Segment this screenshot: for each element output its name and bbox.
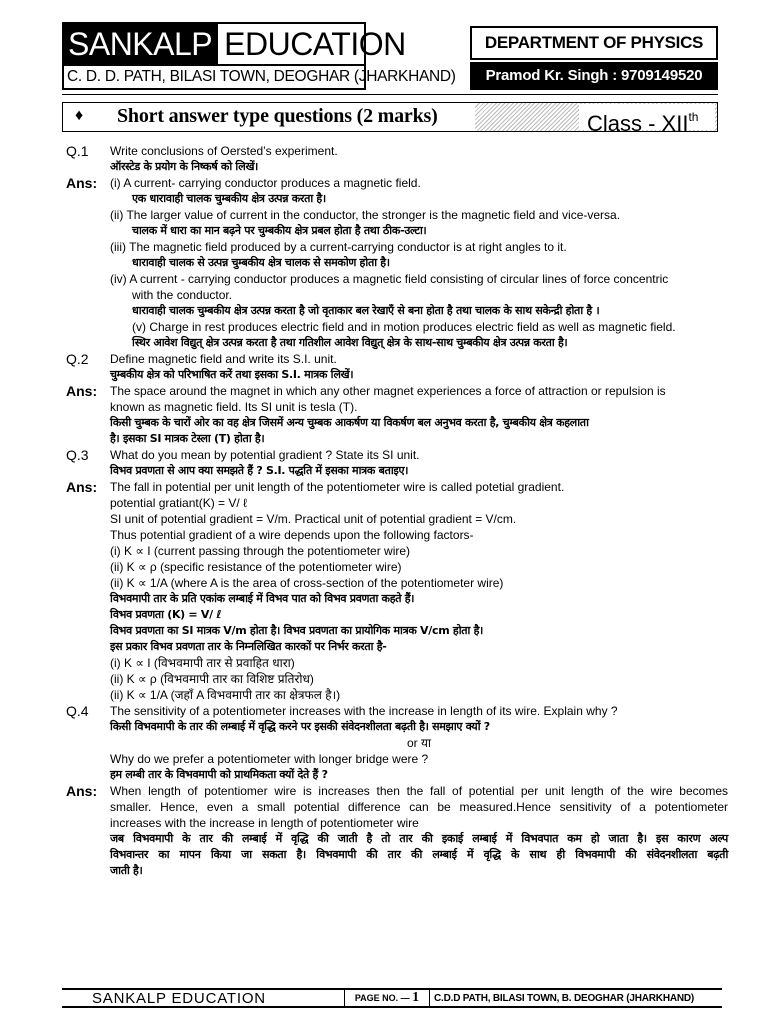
page-footer — [62, 988, 722, 1008]
text-line — [66, 399, 728, 415]
english-text: Why do we prefer a potentiometer with longer bridge were ? — [110, 752, 429, 766]
text-line — [66, 207, 728, 223]
footer-brand: SANKALP EDUCATION — [92, 989, 266, 1007]
institute-address: C. D. D. PATH, BILASI TOWN, DEOGHAR (JHARKHAND) — [62, 66, 366, 90]
english-text: (i) K ∝ I (विभवमापी तार से प्रवाहित धारा) — [110, 656, 295, 670]
english-text: The fall in potential per unit length of the potentiometer wire is called potetial gradient. — [110, 480, 565, 494]
hindi-text: है। इसका SI मात्रक टेस्ला (T) होता है। — [110, 432, 265, 445]
question-line — [66, 703, 728, 719]
text-line — [66, 735, 728, 751]
text-line — [66, 543, 728, 559]
english-text: smaller. Hence, even a small potential difference can be measured.Hence sensitivity of a potentiometer — [110, 800, 728, 814]
department-name: DEPARTMENT OF PHYSICS — [470, 26, 718, 60]
text-line — [66, 767, 728, 783]
brand-dark: SANKALP — [64, 24, 218, 64]
hindi-text: जाती है। — [110, 864, 143, 877]
text-line — [66, 751, 728, 767]
text-line — [66, 239, 728, 255]
hindi-text: धारावाही चालक से उत्पन्न चुम्बकीय क्षेत्र चालक से समकोण होता है। — [132, 256, 390, 269]
text-line — [66, 287, 728, 303]
text-line — [66, 159, 728, 175]
hindi-text: विभव प्रवणता से आप क्या समझते हैं ? S.I. पद्धति में इसका मात्रक बताइए। — [110, 464, 409, 477]
text-line — [66, 847, 728, 863]
hindi-text: ऑरस्टेड के प्रयोग के निष्कर्ष को लिखें। — [110, 160, 259, 173]
text-line — [66, 223, 728, 239]
english-text: (i) A current- carrying conductor produces a magnetic field. — [110, 176, 421, 190]
text-line — [66, 591, 728, 607]
english-text: (ii) K ∝ 1/A (जहाँ A विभवमापी तार का क्षेत्रफल है।) — [110, 688, 341, 702]
english-text: or या — [406, 736, 432, 750]
teacher-contact: Pramod Kr. Singh : 9709149520 — [470, 62, 718, 90]
hindi-text: चुम्बकीय क्षेत्र को परिभाषित करें तथा इसका S.I. मात्रक लिखें। — [110, 368, 354, 381]
text-line — [66, 719, 728, 735]
english-text: (iii) The magnetic field produced by a current-carrying conductor is at right angles to it. — [110, 240, 567, 254]
section-banner — [62, 102, 718, 136]
english-text: Thus potential gradient of a wire depends upon the following factors- — [110, 528, 474, 542]
english-text: (ii) K ∝ ρ (विभवमापी तार का विशिष्ट प्रतिरोध) — [110, 672, 314, 686]
answer-label: Ans: — [66, 783, 98, 799]
text-line — [66, 511, 728, 527]
english-text: SI unit of potential gradient = V/m. Practical unit of potential gradient = V/cm. — [110, 512, 517, 526]
text-line — [66, 319, 728, 335]
text-line — [66, 831, 728, 847]
english-text: known as magnetic field. Its SI unit is tesla (T). — [110, 400, 358, 414]
english-text: potential gratiant(K) = V/ ℓ — [110, 496, 247, 510]
text-line — [66, 527, 728, 543]
footer-address: C.D.D PATH, BILASI TOWN, B. DEOGHAR (JHARKHAND) — [434, 992, 695, 1004]
hindi-text: विभवमापी तार के प्रति एकांक लम्बाई में विभव पात को विभव प्रवणता कहते हैं। — [110, 592, 415, 605]
text-line — [66, 623, 728, 639]
text-line — [66, 367, 728, 383]
english-text: What do you mean by potential gradient ? State its SI unit. — [110, 448, 420, 462]
english-text: (ii) K ∝ 1/A (where A is the area of cross-section of the potentiometer wire) — [110, 576, 504, 590]
text-line — [66, 863, 728, 879]
hindi-text: एक धारावाही चालक चुम्बकीय क्षेत्र उत्पन्न करता है। — [132, 192, 326, 205]
hindi-text: चालक में धारा का मान बढ़ने पर चुम्बकीय क्षेत्र प्रबल होता है तथा ठीक-उल्टा। — [132, 224, 427, 237]
hindi-text: इस प्रकार विभव प्रवणता तार के निम्नलिखित कारकों पर निर्भर करता है- — [110, 640, 387, 653]
text-line — [66, 639, 728, 655]
hindi-text: हम लम्बी तार के विभवमापी को प्राथमिकता क्यों देते हैं ? — [110, 768, 328, 781]
diamond-bullet-icon: ♦ — [75, 107, 84, 124]
answer-line — [66, 783, 728, 799]
section-title: Short answer type questions (2 marks) — [117, 105, 438, 127]
hindi-text: धारावाही चालक चुम्बकीय क्षेत्र उत्पन्न करता है जो वृताकार बल रेखाएँ से बना होता है तथा चालक के साथ सकेन्द्री होता है । — [132, 304, 600, 317]
english-text: (ii) The larger value of current in the conductor, the stronger is the magnetic field and vice-versa. — [110, 208, 621, 222]
text-line — [66, 415, 728, 431]
text-line — [66, 495, 728, 511]
question-line — [66, 447, 728, 463]
english-text: When length of potentiomer wire is increases then the fall of potential per unit length of the wire becomes — [110, 784, 728, 798]
page-number: PAGE NO. — 1 — [344, 990, 430, 1006]
text-line — [66, 799, 728, 815]
department-header — [470, 26, 718, 90]
hindi-text: किसी विभवमापी के तार की लम्बाई में वृद्धि करने पर इसकी संवेदनशीलता बढ़ती है। समझाए क्यों ? — [110, 720, 490, 733]
question-number: Q.1 — [66, 143, 89, 159]
answer-line — [66, 479, 728, 495]
english-text: increases with the increase in length of potentiometer wire — [110, 816, 419, 830]
question-line — [66, 143, 728, 159]
english-text: (iv) A current - carrying conductor produces a magnetic field consisting of circular lines of force concentric — [110, 272, 669, 286]
answer-line — [66, 383, 728, 399]
institute-header — [62, 22, 456, 90]
hindi-text: स्थिर आवेश विद्युत् क्षेत्र उत्पन्न करता है तथा गतिशील आवेश विद्युत् क्षेत्र के साथ-साथ चुम्बकीय क्षेत्र उत्पन्न करता है। — [132, 336, 568, 349]
hindi-text: विभवान्तर का मापन किया जा सकता है। विभवमापी की तार की लम्बाई में वृद्धि के साथ ही विभवमापी की संवेदनशीलता बढ़ती — [110, 848, 728, 861]
english-text: Write conclusions of Oersted’s experiment. — [110, 144, 338, 158]
answer-label: Ans: — [66, 175, 98, 191]
text-line — [66, 255, 728, 271]
question-line — [66, 351, 728, 367]
text-line — [66, 607, 728, 623]
answer-label: Ans: — [66, 479, 98, 495]
english-text: (v) Charge in rest produces electric field and in motion produces electric field as well as magnetic field. — [132, 320, 676, 334]
text-line — [66, 335, 728, 351]
text-line — [66, 559, 728, 575]
english-text: The sensitivity of a potentiometer increases with the increase in length of its wire. Explain why ? — [110, 704, 618, 718]
text-line — [66, 303, 728, 319]
header-divider — [62, 94, 718, 95]
hindi-text: विभव प्रवणता (K) = V/ ℓ — [110, 608, 222, 621]
text-line — [66, 687, 728, 703]
text-line — [66, 271, 728, 287]
english-text: (i) K ∝ I (current passing through the potentiometer wire) — [110, 544, 411, 558]
question-number: Q.4 — [66, 703, 89, 719]
text-line — [66, 575, 728, 591]
institute-logo — [62, 22, 406, 66]
english-text: with the conductor. — [132, 288, 233, 302]
text-line — [66, 191, 728, 207]
answer-line — [66, 175, 728, 191]
text-line — [66, 671, 728, 687]
text-line — [66, 815, 728, 831]
question-answer-body — [66, 143, 728, 879]
brand-light: EDUCATION — [224, 26, 406, 62]
hindi-text: किसी चुम्बक के चारों ओर का वह क्षेत्र जिसमें अन्य चुम्बक आकर्षण या विकर्षण बल अनुभव करता है, चुम्बकीय क्षेत्र कहलाता — [110, 416, 589, 429]
hindi-text: जब विभवमापी के तार की लम्बाई में वृद्धि की जाती है तो तार की इकाई लम्बाई में विभवपात कम हो जाता है। इस कारण अल्प — [110, 832, 728, 845]
english-text: (ii) K ∝ ρ (specific resistance of the potentiometer wire) — [110, 560, 402, 574]
text-line — [66, 463, 728, 479]
english-text: The space around the magnet in which any other magnet experiences a force of attraction or repulsion is — [110, 384, 666, 398]
class-label: Class - XIIth — [579, 104, 715, 130]
english-text: Define magnetic field and write its S.I. unit. — [110, 352, 337, 366]
answer-label: Ans: — [66, 383, 98, 399]
text-line — [66, 655, 728, 671]
hindi-text: विभव प्रवणता का SI मात्रक V/m होता है। विभव प्रवणता का प्रायोगिक मात्रक V/cm होता है। — [110, 624, 484, 637]
question-number: Q.2 — [66, 351, 89, 367]
text-line — [66, 431, 728, 447]
question-number: Q.3 — [66, 447, 89, 463]
